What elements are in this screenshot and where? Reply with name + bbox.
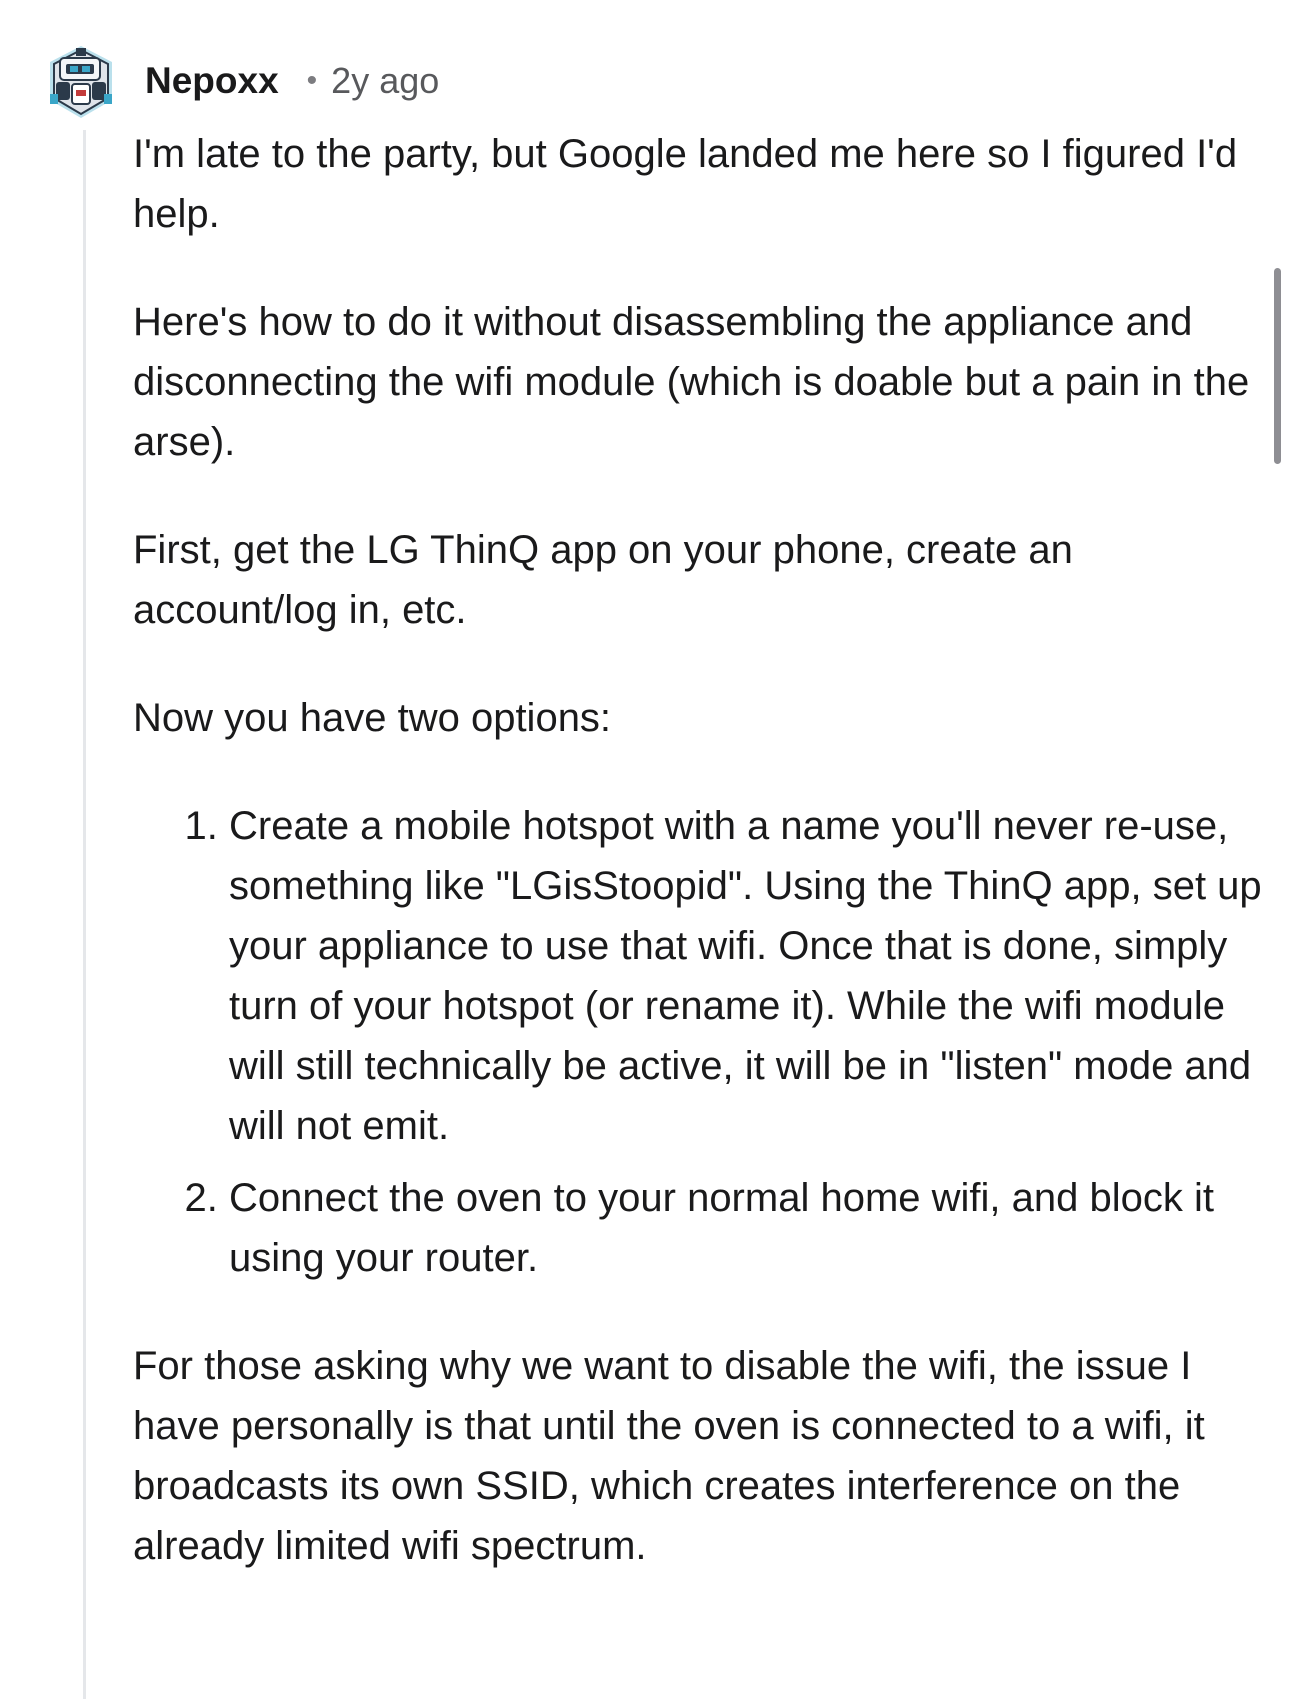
options-list <box>133 796 1263 1288</box>
timestamp[interactable]: 2y ago <box>331 60 440 101</box>
meta-separator: • <box>306 64 318 97</box>
username[interactable]: Nepoxx <box>145 60 279 101</box>
list-item: 1. Create a mobile hotspot with a name you'll never re-use, something like "LGisStoopid". Using the ThinQ app, set up your appliance to use that wifi. Once that is done, simply turn of your hotspot (or rename it). While the wifi module will still technically be active, it will be in "listen" mode and will not emit. <box>229 796 1263 1156</box>
thread-line <box>83 130 86 1699</box>
paragraph: I'm late to the party, but Google landed me here so I figured I'd help. <box>133 132 1238 236</box>
avatar[interactable] <box>46 44 116 120</box>
scrollbar[interactable] <box>1274 268 1281 464</box>
paragraph: First, get the LG ThinQ app on your phone, create an account/log in, etc. <box>133 528 1073 632</box>
list-item: 2. Connect the oven to your normal home wifi, and block it using your router. <box>229 1168 1263 1288</box>
paragraph: Here's how to do it without disassembling the appliance and disconnecting the wifi module (which is doable but a pain in the arse). <box>133 300 1250 464</box>
robot-avatar-icon <box>46 44 116 120</box>
paragraph: Now you have two options: <box>133 696 612 740</box>
comment-header <box>145 56 439 106</box>
paragraph: For those asking why we want to disable the wifi, the issue I have personally is that until the oven is connected to a wifi, it broadcasts its own SSID, which creates interference on the already limited wifi spectrum. <box>133 1344 1205 1568</box>
comment-body <box>133 124 1263 1624</box>
